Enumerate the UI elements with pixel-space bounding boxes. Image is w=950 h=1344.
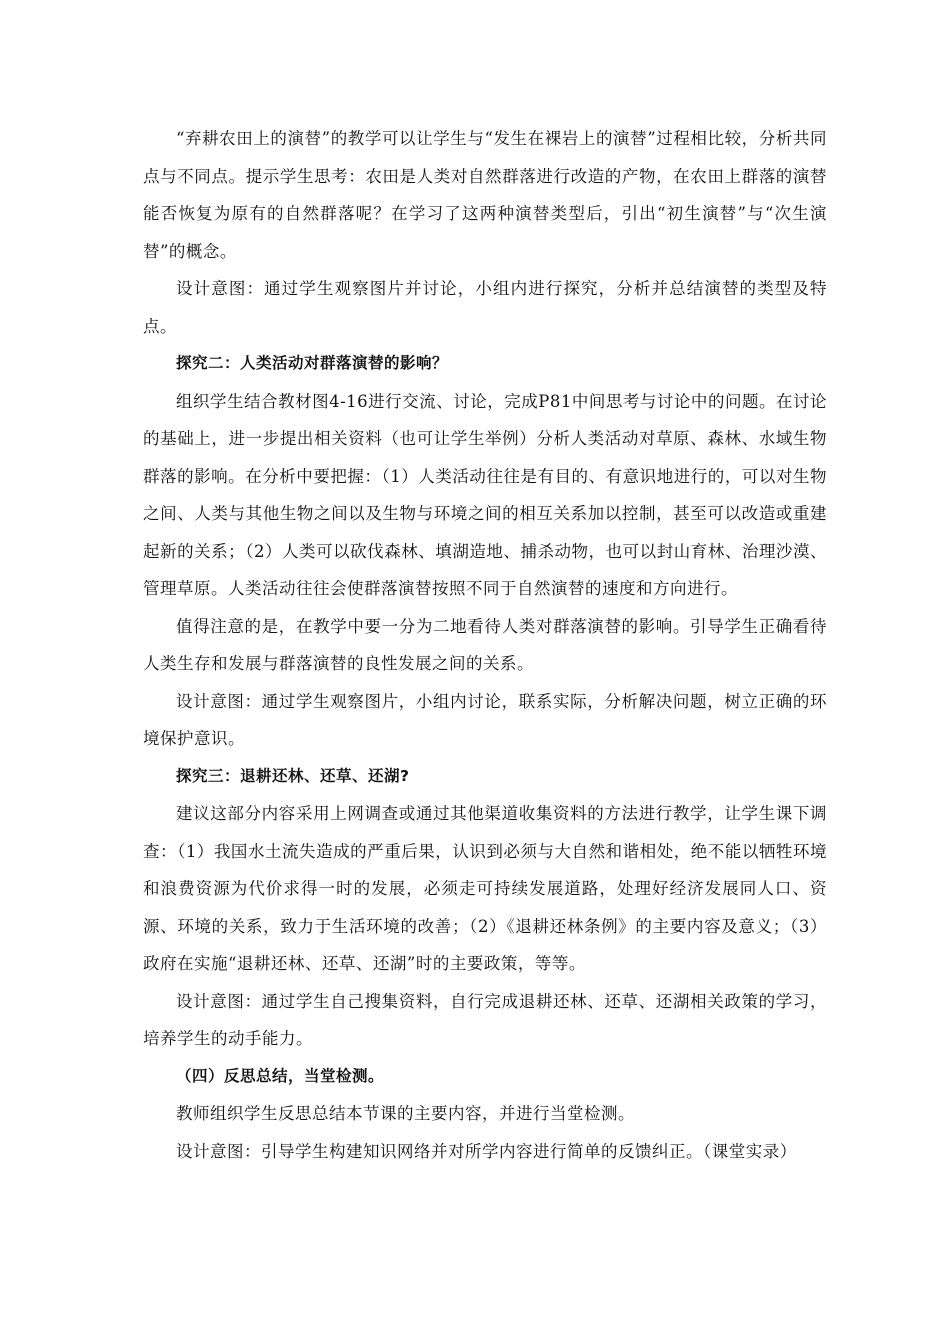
heading-reflection-summary: （四）反思总结，当堂检测。 xyxy=(176,1066,385,1085)
paragraph-survey: 建议这部分内容采用上网调查或通过其他渠道收集资料的方法进行教学，让学生课下调查：（1）我国水土流失造成的严重后果，认识到必须与大自然和谐相处，绝不能以牺牲环境和浪费资源为代价求得一时的发展，必须走可持续发展道路，处理好经济发展同人口、资源、环境的关系，致力于生活环境的改善；（2）《退耕还林条例》的主要内容及意义；（3）政府在实施“退耕还林、还草、还湖”时的主要政策，等等。 xyxy=(143,804,827,973)
paragraph-design-intent-3: 设计意图：通过学生自己搜集资料，自行完成退耕还林、还草、还湖相关政策的学习，培养学生的动手能力。 xyxy=(143,991,827,1048)
paragraph-note: 值得注意的是，在教学中要一分为二地看待人类对群落演替的影响。引导学生正确看待人类生存和发展与群落演替的良性发展之间的关系。 xyxy=(143,616,827,673)
document-body xyxy=(143,120,827,1170)
paragraph-human-activity: 组织学生结合教材图4-16进行交流、讨论，完成P81中间思考与讨论中的问题。在讨论的基础上，进一步提出相关资料（也可让学生举例）分析人类活动对草原、森林、水域生物群落的影响。在分析中要把握：（1）人类活动往往是有目的、有意识地进行的，可以对生物之间、人类与其他生物之间以及生物与环境之间的相互关系加以控制，甚至可以改造或重建起新的关系；（2）人类可以砍伐森林、填湖造地、捕杀动物，也可以封山育林、治理沙漠、管理草原。人类活动往往会使群落演替按照不同于自然演替的速度和方向进行。 xyxy=(143,391,827,598)
heading-explore-two: 探究二：人类活动对群落演替的影响？ xyxy=(176,354,449,372)
paragraph-design-intent-1: 设计意图：通过学生观察图片并讨论，小组内进行探究，分析并总结演替的类型及特点。 xyxy=(143,279,827,336)
paragraph-teacher-summary: 教师组织学生反思总结本节课的主要内容，并进行当堂检测。 xyxy=(176,1104,635,1123)
paragraph-design-intent-4: 设计意图：引导学生构建知识网络并对所学内容进行简单的反馈纠正。（课堂实录） xyxy=(176,1141,797,1161)
heading-explore-three: 探究三：退耕还林、还草、还湖? xyxy=(176,766,410,785)
paragraph-design-intent-2: 设计意图：通过学生观察图片，小组内讨论，联系实际，分析解决问题，树立正确的环境保护意识。 xyxy=(143,691,827,748)
paragraph-elimination-farmland: “弃耕农田上的演替”的教学可以让学生与“发生在裸岩上的演替”过程相比较，分析共同点与不同点。提示学生思考：农田是人类对自然群落进行改造的产物，在农田上群落的演替能否恢复为原有的自然群落呢？在学习了这两种演替类型后，引出“初生演替”与“次生演替”的概念。 xyxy=(143,129,827,261)
